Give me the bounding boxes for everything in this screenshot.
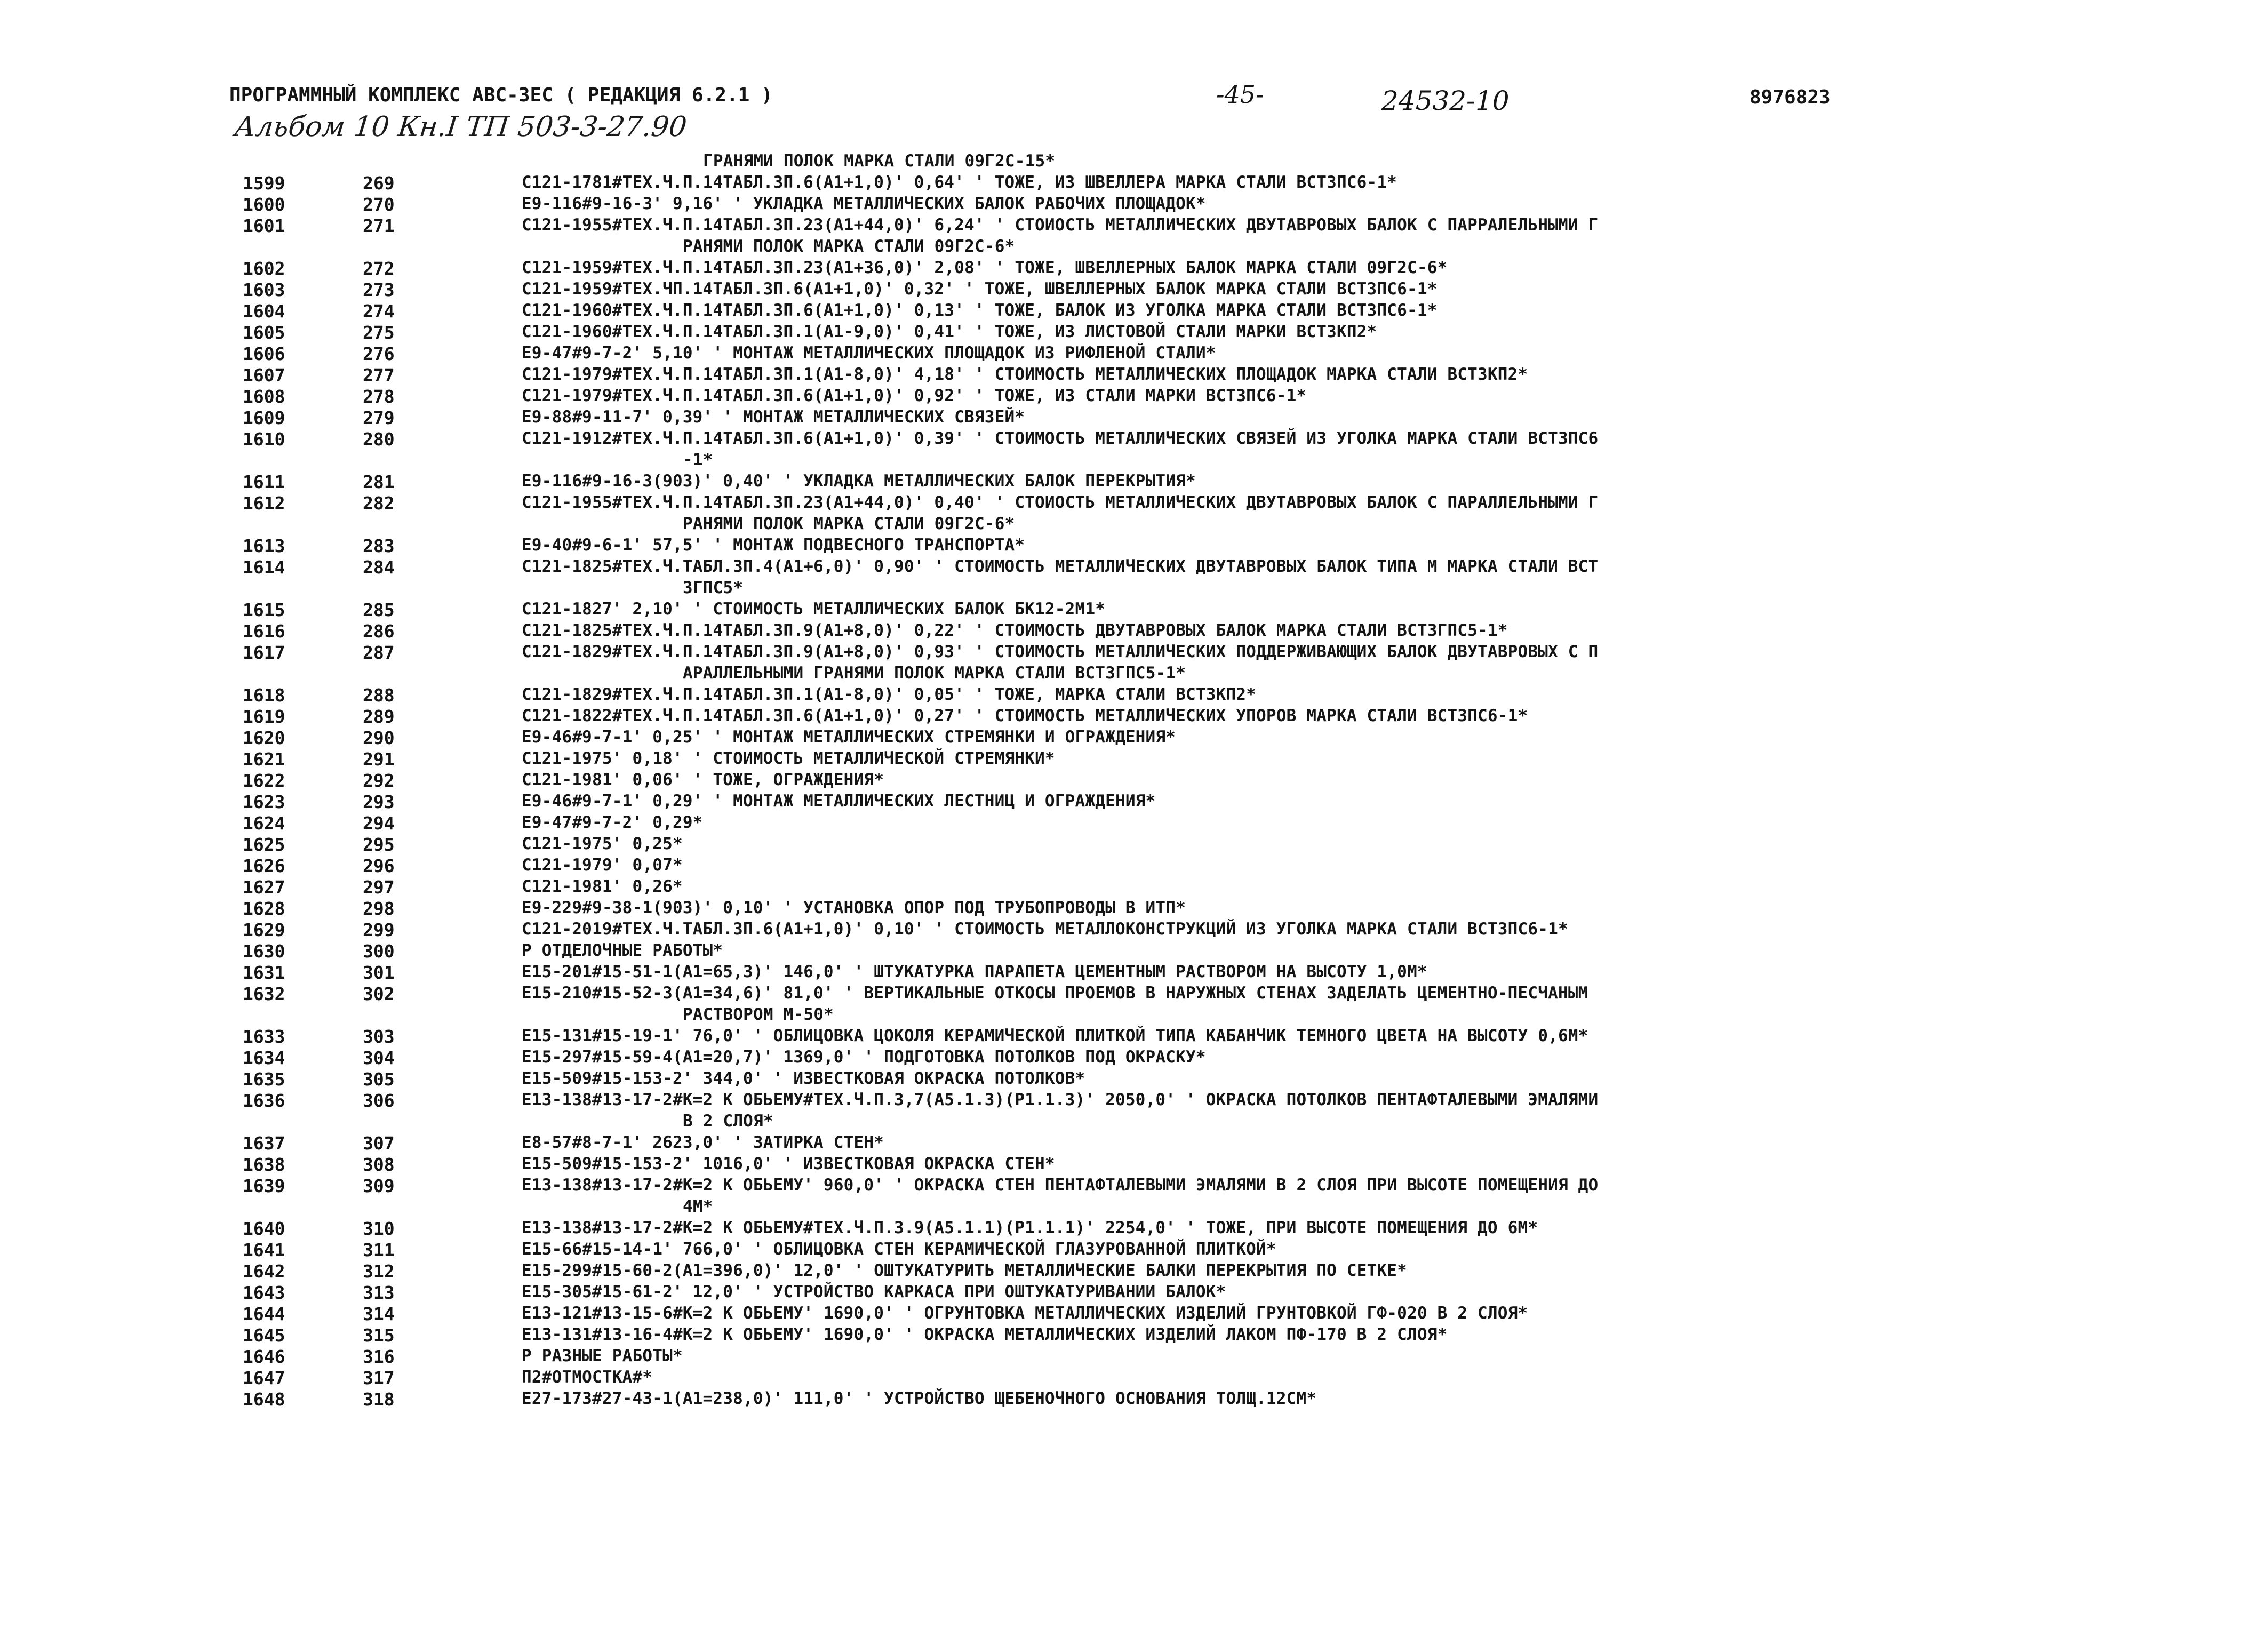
listing-row <box>0 706 2268 728</box>
position-number: 273 <box>363 279 395 300</box>
listing-row <box>0 1026 2268 1048</box>
line-number: 1609 <box>243 407 285 428</box>
line-number: 1614 <box>243 557 285 578</box>
listing-row <box>0 1282 2268 1304</box>
line-number: 1613 <box>243 536 285 556</box>
listing-row <box>0 984 2268 1005</box>
listing-row <box>0 877 2268 898</box>
line-number: 1601 <box>243 215 285 236</box>
listing-row <box>0 1176 2268 1197</box>
line-number: 1633 <box>243 1026 285 1047</box>
listing-row <box>0 834 2268 856</box>
line-text: С121-1827' 2,10' ' СТОИМОСТЬ МЕТАЛЛИЧЕСКИХ БАЛОК БК12-2М1* <box>522 600 1106 619</box>
line-text: РАСТВОРОМ М-50* <box>683 1005 834 1024</box>
line-number: 1612 <box>243 493 285 514</box>
listing-row <box>0 749 2268 770</box>
listing-row <box>0 792 2268 813</box>
line-text: С121-1959#ТЕХ.Ч.П.14ТАБЛ.3П.23(А1+36,0)' 2,08' ' ТОЖЕ, ШВЕЛЛЕРНЫХ БАЛОК МАРКА СТАЛИ 09Г2С-6* <box>522 258 1448 277</box>
line-number: 1647 <box>243 1368 285 1388</box>
line-text: С121-1825#ТЕХ.Ч.ТАБЛ.3П.4(А1+6,0)' 0,90' ' СТОИМОСТЬ МЕТАЛЛИЧЕСКИХ ДВУТАВРОВЫХ БАЛОК ТИПА М МАРКА СТАЛИ ВСТ <box>522 557 1599 576</box>
listing-continuation-line <box>0 1112 2268 1133</box>
line-text: 3ГПС5* <box>683 578 744 597</box>
position-number: 315 <box>363 1325 395 1346</box>
position-number: 307 <box>363 1133 395 1154</box>
position-number: 313 <box>363 1282 395 1303</box>
listing-row <box>0 600 2268 621</box>
listing-row <box>0 1069 2268 1090</box>
line-text: С121-1959#ТЕХ.ЧП.14ТАБЛ.3П.6(А1+1,0)' 0,32' ' ТОЖЕ, ШВЕЛЛЕРНЫХ БАЛОК МАРКА СТАЛИ ВСТ3ПС6-1* <box>522 279 1438 299</box>
line-number: 1611 <box>243 472 285 492</box>
listing-row <box>0 472 2268 493</box>
position-number: 317 <box>363 1368 395 1388</box>
line-text: 4М* <box>683 1197 713 1216</box>
position-number: 281 <box>363 472 395 492</box>
position-number: 305 <box>363 1069 395 1090</box>
line-text: С121-1781#ТЕХ.Ч.П.14ТАБЛ.3П.6(А1+1,0)' 0,64' ' ТОЖЕ, ИЗ ШВЕЛЛЕРА МАРКА СТАЛИ ВСТ3ПС6-1* <box>522 173 1397 192</box>
line-number: 1627 <box>243 877 285 898</box>
line-number: 1634 <box>243 1048 285 1068</box>
line-text: Р ОТДЕЛОЧНЫЕ РАБОТЫ* <box>522 941 723 960</box>
position-number: 282 <box>363 493 395 514</box>
line-number: 1621 <box>243 749 285 770</box>
position-number: 296 <box>363 856 395 876</box>
line-text: С121-2019#ТЕХ.Ч.ТАБЛ.3П.6(А1+1,0)' 0,10' ' СТОИМОСТЬ МЕТАЛЛОКОНСТРУКЦИЙ ИЗ УГОЛКА МАРКА СТАЛИ ВСТ3ПС6-1* <box>522 920 1568 939</box>
line-text: С121-1822#ТЕХ.Ч.П.14ТАБЛ.3П.6(А1+1,0)' 0,27' ' СТОИМОСТЬ МЕТАЛЛИЧЕСКИХ УПОРОВ МАРКА СТАЛИ ВСТ3ПС6-1* <box>522 706 1528 725</box>
listing-row <box>0 920 2268 941</box>
position-number: 295 <box>363 834 395 855</box>
listing-continuation-line <box>0 514 2268 536</box>
line-number: 1642 <box>243 1261 285 1282</box>
line-text: С121-1981' 0,26* <box>522 877 683 896</box>
position-number: 280 <box>363 429 395 450</box>
line-number: 1604 <box>243 301 285 322</box>
line-number: 1626 <box>243 856 285 876</box>
position-number: 277 <box>363 365 395 386</box>
line-number: 1640 <box>243 1218 285 1239</box>
line-text: Е13-138#13-17-2#К=2 К ОБЬЕМУ#ТЕХ.Ч.П.3,7(А5.1.3)(Р1.1.3)' 2050,0' ' ОКРАСКА ПОТОЛКОВ ПЕНТАФТАЛЕВЫМИ ЭМАЛЯМИ <box>522 1090 1599 1109</box>
position-number: 289 <box>363 706 395 727</box>
listing-continuation-line <box>0 578 2268 600</box>
listing-row <box>0 941 2268 962</box>
listing-row <box>0 1368 2268 1389</box>
line-number: 1605 <box>243 322 285 343</box>
position-number: 283 <box>363 536 395 556</box>
listing-row <box>0 258 2268 279</box>
position-number: 304 <box>363 1048 395 1068</box>
page-number: -45- <box>1216 80 1264 109</box>
position-number: 291 <box>363 749 395 770</box>
listing-row <box>0 1240 2268 1261</box>
position-number: 314 <box>363 1304 395 1324</box>
position-number: 297 <box>363 877 395 898</box>
listing-row <box>0 407 2268 429</box>
listing-row <box>0 386 2268 407</box>
line-number: 1623 <box>243 792 285 812</box>
position-number: 302 <box>363 984 395 1004</box>
line-text: С121-1975' 0,25* <box>522 834 683 853</box>
position-number: 303 <box>363 1026 395 1047</box>
line-number: 1602 <box>243 258 285 279</box>
listing-continuation-line <box>0 151 2268 173</box>
line-text: Е8-57#8-7-1' 2623,0' ' ЗАТИРКА СТЕН* <box>522 1133 884 1152</box>
listing-row <box>0 1218 2268 1240</box>
program-title: ПРОГРАММНЫЙ КОМПЛЕКС АВС-ЗЕС ( РЕДАКЦИЯ 6.2.1 ) <box>229 84 773 106</box>
line-number: 1622 <box>243 770 285 791</box>
position-number: 288 <box>363 685 395 706</box>
line-text: Е15-305#15-61-2' 12,0' ' УСТРОЙСТВО КАРКАСА ПРИ ОШТУКАТУРИВАНИИ БАЛОК* <box>522 1282 1226 1301</box>
line-text: С121-1979' 0,07* <box>522 856 683 875</box>
line-number: 1628 <box>243 898 285 919</box>
listing-row <box>0 621 2268 642</box>
line-number: 1624 <box>243 813 285 834</box>
line-text: С121-1975' 0,18' ' СТОИМОСТЬ МЕТАЛЛИЧЕСКОЙ СТРЕМЯНКИ* <box>522 749 1055 768</box>
position-number: 276 <box>363 343 395 364</box>
line-number: 1637 <box>243 1133 285 1154</box>
listing-row <box>0 1261 2268 1282</box>
position-number: 270 <box>363 194 395 215</box>
line-text: Е9-46#9-7-1' 0,29' ' МОНТАЖ МЕТАЛЛИЧЕСКИХ ЛЕСТНИЦ И ОГРАЖДЕНИЯ* <box>522 792 1156 811</box>
line-text: Е15-210#15-52-3(А1=34,6)' 81,0' ' ВЕРТИКАЛЬНЫЕ ОТКОСЫ ПРОЕМОВ В НАРУЖНЫХ СТЕНАХ ЗАДЕЛАТЬ ЦЕМЕНТНО-ПЕСЧАНЫМ <box>522 984 1588 1003</box>
line-number: 1631 <box>243 962 285 983</box>
listing-row <box>0 813 2268 834</box>
line-text: Е9-47#9-7-2' 0,29* <box>522 813 703 832</box>
line-text: Е9-116#9-16-3(903)' 0,40' ' УКЛАДКА МЕТАЛЛИЧЕСКИХ БАЛОК ПЕРЕКРЫТИЯ* <box>522 472 1196 491</box>
position-number: 271 <box>363 215 395 236</box>
position-number: 311 <box>363 1240 395 1260</box>
line-text: Е9-116#9-16-3' 9,16' ' УКЛАДКА МЕТАЛЛИЧЕСКИХ БАЛОК РАБОЧИХ ПЛОЩАДОК* <box>522 194 1206 213</box>
line-text: Е15-297#15-59-4(А1=20,7)' 1369,0' ' ПОДГОТОВКА ПОТОЛКОВ ПОД ОКРАСКУ* <box>522 1048 1206 1067</box>
line-number: 1635 <box>243 1069 285 1090</box>
line-number: 1629 <box>243 920 285 940</box>
line-number: 1648 <box>243 1389 285 1410</box>
listing-row <box>0 493 2268 514</box>
line-number: 1639 <box>243 1176 285 1196</box>
listing-continuation-line <box>0 1005 2268 1026</box>
line-text: -1* <box>683 450 713 469</box>
line-text: Е9-229#9-38-1(903)' 0,10' ' УСТАНОВКА ОПОР ПОД ТРУБОПРОВОДЫ В ИТП* <box>522 898 1186 917</box>
line-text: Е27-173#27-43-1(А1=238,0)' 111,0' ' УСТРОЙСТВО ЩЕБЕНОЧНОГО ОСНОВАНИЯ ТОЛЩ.12СМ* <box>522 1389 1317 1408</box>
position-number: 279 <box>363 407 395 428</box>
line-text: В 2 СЛОЯ* <box>683 1112 773 1131</box>
listing-row <box>0 962 2268 984</box>
position-number: 306 <box>363 1090 395 1111</box>
line-text: С121-1825#ТЕХ.Ч.П.14ТАБЛ.3П.9(А1+8,0)' 0,22' ' СТОИМОСТЬ ДВУТАВРОВЫХ БАЛОК МАРКА СТАЛИ ВСТ3ГПС5-1* <box>522 621 1508 640</box>
position-number: 284 <box>363 557 395 578</box>
line-text: С121-1829#ТЕХ.Ч.П.14ТАБЛ.3П.1(А1-8,0)' 0,05' ' ТОЖЕ, МАРКА СТАЛИ ВСТ3КП2* <box>522 685 1257 704</box>
line-number: 1599 <box>243 173 285 194</box>
position-number: 278 <box>363 386 395 407</box>
line-text: Е15-509#15-153-2' 1016,0' ' ИЗВЕСТКОВАЯ ОКРАСКА СТЕН* <box>522 1154 1055 1173</box>
line-text: Е13-138#13-17-2#К=2 К ОБЬЕМУ' 960,0' ' ОКРАСКА СТЕН ПЕНТАФТАЛЕВЫМИ ЭМАЛЯМИ В 2 СЛОЯ ПРИ ВЫСОТЕ ПОМЕЩЕНИЯ ДО <box>522 1176 1599 1195</box>
listing-row <box>0 728 2268 749</box>
listing-row <box>0 343 2268 365</box>
listing-row <box>0 536 2268 557</box>
position-number: 272 <box>363 258 395 279</box>
document-code: 8976823 <box>1750 86 1831 108</box>
line-number: 1645 <box>243 1325 285 1346</box>
line-number: 1615 <box>243 600 285 620</box>
listing-row <box>0 279 2268 301</box>
listing-continuation-line <box>0 237 2268 258</box>
line-number: 1643 <box>243 1282 285 1303</box>
listing-row <box>0 898 2268 920</box>
line-text: Е15-131#15-19-1' 76,0' ' ОБЛИЦОВКА ЦОКОЛЯ КЕРАМИЧЕСКОЙ ПЛИТКОЙ ТИПА КАБАНЧИК ТЕМНОГО ЦВЕТА НА ВЫСОТУ 0,6М* <box>522 1026 1588 1045</box>
line-text: РАНЯМИ ПОЛОК МАРКА СТАЛИ 09Г2С-6* <box>683 237 1015 256</box>
line-text: С121-1960#ТЕХ.Ч.П.14ТАБЛ.3П.6(А1+1,0)' 0,13' ' ТОЖЕ, БАЛОК ИЗ УГОЛКА МАРКА СТАЛИ ВСТ3ПС6-1* <box>522 301 1438 320</box>
listing-row <box>0 1346 2268 1368</box>
listing-continuation-line <box>0 450 2268 472</box>
line-text: Е15-66#15-14-1' 766,0' ' ОБЛИЦОВКА СТЕН КЕРАМИЧЕСКОЙ ГЛАЗУРОВАННОЙ ПЛИТКОЙ* <box>522 1240 1276 1259</box>
position-number: 290 <box>363 728 395 748</box>
line-number: 1638 <box>243 1154 285 1175</box>
line-text: Е13-131#13-16-4#К=2 К ОБЬЕМУ' 1690,0' ' ОКРАСКА МЕТАЛЛИЧЕСКИХ ИЗДЕЛИЙ ЛАКОМ ПФ-170 В 2 СЛОЯ* <box>522 1325 1448 1344</box>
position-number: 300 <box>363 941 395 962</box>
listing-row <box>0 685 2268 706</box>
position-number: 294 <box>363 813 395 834</box>
line-number: 1646 <box>243 1346 285 1367</box>
line-text: П2#ОТМОСТКА#* <box>522 1368 653 1387</box>
listing-row <box>0 1325 2268 1346</box>
line-number: 1636 <box>243 1090 285 1111</box>
line-number: 1620 <box>243 728 285 748</box>
position-number: 316 <box>363 1346 395 1367</box>
position-number: 312 <box>363 1261 395 1282</box>
line-number: 1644 <box>243 1304 285 1324</box>
listing-row <box>0 557 2268 578</box>
listing-row <box>0 365 2268 386</box>
line-text: С121-1960#ТЕХ.Ч.П.14ТАБЛ.3П.1(А1-9,0)' 0,41' ' ТОЖЕ, ИЗ ЛИСТОВОЙ СТАЛИ МАРКИ ВСТ3КП2* <box>522 322 1377 341</box>
position-number: 318 <box>363 1389 395 1410</box>
line-number: 1603 <box>243 279 285 300</box>
line-text: Р РАЗНЫЕ РАБОТЫ* <box>522 1346 683 1365</box>
listing-row <box>0 1154 2268 1176</box>
position-number: 286 <box>363 621 395 642</box>
line-text: С121-1829#ТЕХ.Ч.П.14ТАБЛ.3П.9(А1+8,0)' 0,93' ' СТОИМОСТЬ МЕТАЛЛИЧЕСКИХ ПОДДЕРЖИВАЮЩИХ БАЛОК ДВУТАВРОВЫХ С П <box>522 642 1599 661</box>
line-text: С121-1979#ТЕХ.Ч.П.14ТАБЛ.3П.6(А1+1,0)' 0,92' ' ТОЖЕ, ИЗ СТАЛИ МАРКИ ВСТ3ПС6-1* <box>522 386 1307 405</box>
listing-row <box>0 301 2268 322</box>
line-number: 1641 <box>243 1240 285 1260</box>
listing-row <box>0 770 2268 792</box>
position-number: 299 <box>363 920 395 940</box>
line-text: С121-1955#ТЕХ.Ч.П.14ТАБЛ.3П.23(А1+44,0)' 6,24' ' СТОИОСТЬ МЕТАЛЛИЧЕСКИХ ДВУТАВРОВЫХ БАЛОК С ПАРРАЛЕЛЬНЫМИ Г <box>522 215 1599 235</box>
line-number: 1617 <box>243 642 285 663</box>
album-reference: Альбом 10 Кн.I ТП 503-3-27.90 <box>233 111 689 143</box>
line-text: Е15-509#15-153-2' 344,0' ' ИЗВЕСТКОВАЯ ОКРАСКА ПОТОЛКОВ* <box>522 1069 1085 1088</box>
line-text: Е9-46#9-7-1' 0,25' ' МОНТАЖ МЕТАЛЛИЧЕСКИХ СТРЕМЯНКИ И ОГРАЖДЕНИЯ* <box>522 728 1176 747</box>
line-number: 1606 <box>243 343 285 364</box>
line-text: РАНЯМИ ПОЛОК МАРКА СТАЛИ 09Г2С-6* <box>683 514 1015 533</box>
line-text: Е15-201#15-51-1(А1=65,3)' 146,0' ' ШТУКАТУРКА ПАРАПЕТА ЦЕМЕНТНЫМ РАСТВОРОМ НА ВЫСОТУ 1,0М* <box>522 962 1427 981</box>
position-number: 310 <box>363 1218 395 1239</box>
position-number: 293 <box>363 792 395 812</box>
line-text: Е15-299#15-60-2(А1=396,0)' 12,0' ' ОШТУКАТУРИТЬ МЕТАЛЛИЧЕСКИЕ БАЛКИ ПЕРЕКРЫТИЯ ПО СЕТКЕ* <box>522 1261 1407 1280</box>
listing-row <box>0 194 2268 215</box>
position-number: 298 <box>363 898 395 919</box>
position-number: 275 <box>363 322 395 343</box>
line-number: 1610 <box>243 429 285 450</box>
line-text: С121-1912#ТЕХ.Ч.П.14ТАБЛ.3П.6(А1+1,0)' 0,39' ' СТОИМОСТЬ МЕТАЛЛИЧЕСКИХ СВЯЗЕЙ ИЗ УГОЛКА МАРКА СТАЛИ ВСТ3ПС6 <box>522 429 1599 448</box>
position-number: 309 <box>363 1176 395 1196</box>
line-text: Е13-138#13-17-2#К=2 К ОБЬЕМУ#ТЕХ.Ч.П.3.9(А5.1.1)(Р1.1.1)' 2254,0' ' ТОЖЕ, ПРИ ВЫСОТЕ ПОМЕЩЕНИЯ ДО 6М* <box>522 1218 1538 1237</box>
listing-row <box>0 1133 2268 1154</box>
listing-row <box>0 1090 2268 1112</box>
line-number: 1607 <box>243 365 285 386</box>
line-number: 1630 <box>243 941 285 962</box>
line-number: 1619 <box>243 706 285 727</box>
line-number: 1608 <box>243 386 285 407</box>
line-number: 1616 <box>243 621 285 642</box>
position-number: 292 <box>363 770 395 791</box>
line-number: 1618 <box>243 685 285 706</box>
line-text: Е9-88#9-11-7' 0,39' ' МОНТАЖ МЕТАЛЛИЧЕСКИХ СВЯЗЕЙ* <box>522 407 1025 427</box>
position-number: 301 <box>363 962 395 983</box>
listing-row <box>0 1304 2268 1325</box>
position-number: 287 <box>363 642 395 663</box>
estimate-listing <box>0 151 2268 1410</box>
listing-row <box>0 429 2268 450</box>
listing-row <box>0 856 2268 877</box>
line-number: 1600 <box>243 194 285 215</box>
position-number: 285 <box>363 600 395 620</box>
line-text: Е9-47#9-7-2' 5,10' ' МОНТАЖ МЕТАЛЛИЧЕСКИХ ПЛОЩАДОК ИЗ РИФЛЕНОЙ СТАЛИ* <box>522 343 1216 363</box>
line-text: С121-1955#ТЕХ.Ч.П.14ТАБЛ.3П.23(А1+44,0)' 0,40' ' СТОИОСТЬ МЕТАЛЛИЧЕСКИХ ДВУТАВРОВЫХ БАЛОК С ПАРАЛЛЕЛЬНЫМИ Г <box>522 493 1599 512</box>
line-text: С121-1981' 0,06' ' ТОЖЕ, ОГРАЖДЕНИЯ* <box>522 770 884 789</box>
line-text: Е9-40#9-6-1' 57,5' ' МОНТАЖ ПОДВЕСНОГО ТРАНСПОРТА* <box>522 536 1025 555</box>
document-number: 24532-10 <box>1381 85 1510 116</box>
line-text: АРАЛЛЕЛЬНЫМИ ГРАНЯМИ ПОЛОК МАРКА СТАЛИ ВСТ3ГПС5-1* <box>683 664 1186 683</box>
line-number: 1632 <box>243 984 285 1004</box>
listing-row <box>0 1048 2268 1069</box>
line-number: 1625 <box>243 834 285 855</box>
listing-row <box>0 1389 2268 1410</box>
listing-row <box>0 642 2268 664</box>
position-number: 269 <box>363 173 395 194</box>
listing-row <box>0 173 2268 194</box>
line-text: ГРАНЯМИ ПОЛОК МАРКА СТАЛИ 09Г2С-15* <box>703 151 1056 171</box>
line-text: Е13-121#13-15-6#К=2 К ОБЬЕМУ' 1690,0' ' ОГРУНТОВКА МЕТАЛЛИЧЕСКИХ ИЗДЕЛИЙ ГРУНТОВКОЙ ГФ-020 В 2 СЛОЯ* <box>522 1304 1528 1323</box>
position-number: 308 <box>363 1154 395 1175</box>
position-number: 274 <box>363 301 395 322</box>
listing-row <box>0 215 2268 237</box>
line-text: С121-1979#ТЕХ.Ч.П.14ТАБЛ.3П.1(А1-8,0)' 4,18' ' СТОИМОСТЬ МЕТАЛЛИЧЕСКИХ ПЛОЩАДОК МАРКА СТАЛИ ВСТ3КП2* <box>522 365 1528 384</box>
listing-row <box>0 322 2268 343</box>
listing-continuation-line <box>0 664 2268 685</box>
listing-continuation-line <box>0 1197 2268 1218</box>
